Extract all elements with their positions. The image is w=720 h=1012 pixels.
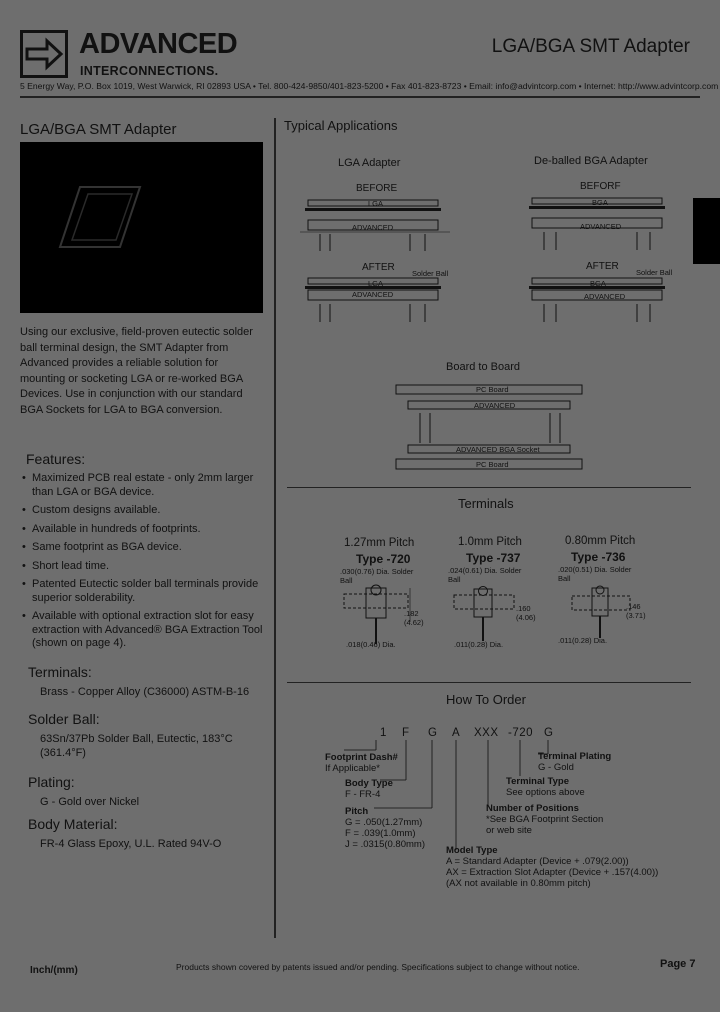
height-736-label: .146 (3.71)	[626, 602, 646, 620]
solder-ball-heading: Solder Ball:	[28, 711, 100, 727]
dia-736-label: .011(0.28) Dia.	[558, 636, 608, 645]
how-to-order-heading: How To Order	[446, 692, 526, 707]
company-logo	[20, 30, 68, 78]
code-positions: XXX	[474, 727, 499, 739]
terminals-heading: Terminals:	[28, 664, 92, 680]
positions-note-2: or web site	[486, 825, 532, 836]
feature-item: • Same footprint as BGA device.	[20, 541, 270, 555]
bga-label-after: BGA	[590, 279, 606, 288]
feature-item: • Patented Eutectic solder ball terminals provide superior solderability.	[20, 578, 270, 605]
feature-item: • Custom designs available.	[20, 504, 270, 518]
pc-board-top-label: PC Board	[476, 385, 509, 394]
body-material-text: FR-4 Glass Epoxy, U.L. Rated 94V-O	[40, 838, 222, 850]
advanced-board-label: ADVANCED	[474, 401, 516, 410]
adapter-image	[20, 142, 263, 313]
page-number: Page 7	[660, 958, 696, 970]
plating-text: G - Gold over Nickel	[40, 796, 140, 808]
type-737: Type -737	[466, 551, 521, 565]
brand-name: ADVANCED	[79, 28, 238, 60]
page-title: LGA/BGA SMT Adapter	[491, 36, 690, 57]
advanced-label-after: ADVANCED	[352, 290, 394, 299]
solder-ball-label-bga: Solder Ball	[636, 268, 673, 277]
typical-apps-heading: Typical Applications	[284, 118, 398, 133]
bga-before-label: BEFORF	[580, 181, 621, 192]
body-type-value: F - FR-4	[345, 789, 381, 800]
feature-item: • Maximized PCB real estate - only 2mm larger than LGA or BGA device.	[20, 472, 270, 499]
pitch-label: Pitch	[345, 806, 369, 817]
dia-720-label: .018(0.46) Dia.	[346, 640, 396, 649]
code-terminal-type: -720	[508, 727, 534, 739]
terminals-section-heading: Terminals	[458, 496, 514, 511]
advanced-bga-socket-label: ADVANCED BGA Socket	[456, 445, 540, 454]
feature-item: • Available with optional extraction slot for easy extraction with Advanced® BGA Extraction Tool (shown on page 4).	[20, 610, 270, 651]
lga-label-after: LGA	[368, 279, 384, 288]
board-to-board-heading: Board to Board	[446, 361, 520, 373]
debal-adapter-title: De-balled BGA Adapter	[534, 155, 648, 167]
solder-ball-label-lga: Solder Ball	[412, 269, 449, 278]
features-heading: Features:	[26, 451, 86, 467]
footer-notice: Products shown covered by patents issued and/or pending. Specifications subject to change without notice.	[176, 962, 580, 972]
lga-after-label: AFTER	[362, 262, 395, 273]
product-photo	[20, 142, 263, 313]
plating-label: Terminal Plating	[538, 751, 612, 762]
brand-subtitle: INTERCONNECTIONS.	[80, 64, 219, 78]
header-divider	[20, 96, 700, 98]
bga-after-label: AFTER	[586, 261, 619, 272]
terminals-text: Brass - Copper Alloy (C36000) ASTM-B-16	[40, 686, 250, 698]
type-736: Type -736	[571, 550, 626, 564]
code-plating: G	[544, 727, 554, 739]
lga-label-before: LGA	[368, 199, 384, 208]
ball-737-label: .024(0.61) Dia. Solder Ball	[448, 566, 522, 584]
terminals-divider	[287, 487, 691, 488]
terminal-type-value: See options above	[506, 787, 585, 798]
lga-before-label: BEFORE	[356, 183, 398, 194]
advanced-label-bga-before: ADVANCED	[580, 222, 622, 231]
height-737-label: .160 (4.06)	[516, 604, 536, 622]
height-720-label: .182 (4.62)	[404, 609, 424, 627]
feature-item: • Short lead time.	[20, 560, 270, 574]
lga-adapter-title: LGA Adapter	[338, 157, 401, 169]
model-type-ax: AX = Extraction Slot Adapter (Device + .157(4.00))	[446, 867, 659, 878]
pitch-g: G = .050(1.27mm)	[345, 817, 423, 828]
pitch-736: 0.80mm Pitch	[565, 535, 636, 547]
code-footprint: 1	[380, 727, 387, 739]
body-material-heading: Body Material:	[28, 816, 118, 832]
column-divider	[274, 118, 276, 938]
ball-736-label: .020(0.51) Dia. Solder Ball	[558, 565, 632, 583]
body-type-label: Body Type	[345, 778, 393, 789]
code-model: A	[452, 727, 461, 739]
section-tab	[693, 198, 720, 264]
features-list	[20, 472, 270, 656]
footprint-sub: If Applicable*	[325, 763, 380, 774]
code-body-type: F	[402, 727, 410, 739]
pitch-720: 1.27mm Pitch	[344, 537, 415, 549]
feature-item: • Available in hundreds of footprints.	[20, 523, 270, 537]
model-type-label: Model Type	[446, 845, 498, 856]
pc-board-bottom-label: PC Board	[476, 460, 509, 469]
positions-label: Number of Positions	[486, 803, 579, 814]
positions-note: *See BGA Footprint Section	[486, 814, 604, 825]
pitch-j: J = .0315(0.80mm)	[345, 839, 425, 850]
order-divider	[287, 682, 691, 683]
pitch-737: 1.0mm Pitch	[458, 536, 522, 548]
units-label: Inch/(mm)	[30, 965, 78, 976]
advanced-label-before: ADVANCED	[352, 223, 394, 232]
model-type-note: (AX not available in 0.80mm pitch)	[446, 878, 591, 889]
dia-737-label: .011(0.28) Dia.	[454, 640, 504, 649]
plating-heading: Plating:	[28, 774, 75, 790]
company-address: 5 Energy Way, P.O. Box 1019, West Warwick, RI 02893 USA • Tel. 800-424-9850/401-823-5200 • Fax 401-823-8723 • Email: info@advintcorp.com • Internet: http://www.advintcorp.com	[20, 81, 719, 91]
terminal-type-label: Terminal Type	[506, 776, 569, 787]
advanced-label-bga-after: ADVANCED	[584, 292, 626, 301]
pitch-f: F = .039(1.0mm)	[345, 828, 416, 839]
left-title: LGA/BGA SMT Adapter	[20, 121, 177, 138]
model-type-a: A = Standard Adapter (Device + .079(2.00))	[446, 856, 629, 867]
solder-ball-text: 63Sn/37Pb Solder Ball, Eutectic, 183°C (361.4°F)	[40, 733, 233, 759]
plating-value: G - Gold	[538, 762, 574, 773]
arrow-logo-icon	[23, 33, 65, 75]
intro-paragraph: Using our exclusive, field-proven eutectic solder ball terminal design, the SMT Adapter from Advanced provides a reliable solution for mounting or socketing LGA or re-worked BGA Devices. Use in conjunction with our standard BGA Sockets for LGA to BGA conversion.	[20, 326, 253, 416]
type-720: Type -720	[356, 552, 411, 566]
ball-720-label: .030(0.76) Dia. Solder Ball	[340, 567, 414, 585]
bga-label-before: BGA	[592, 198, 608, 207]
footprint-label: Footprint Dash#	[325, 752, 398, 763]
code-pitch: G	[428, 727, 438, 739]
